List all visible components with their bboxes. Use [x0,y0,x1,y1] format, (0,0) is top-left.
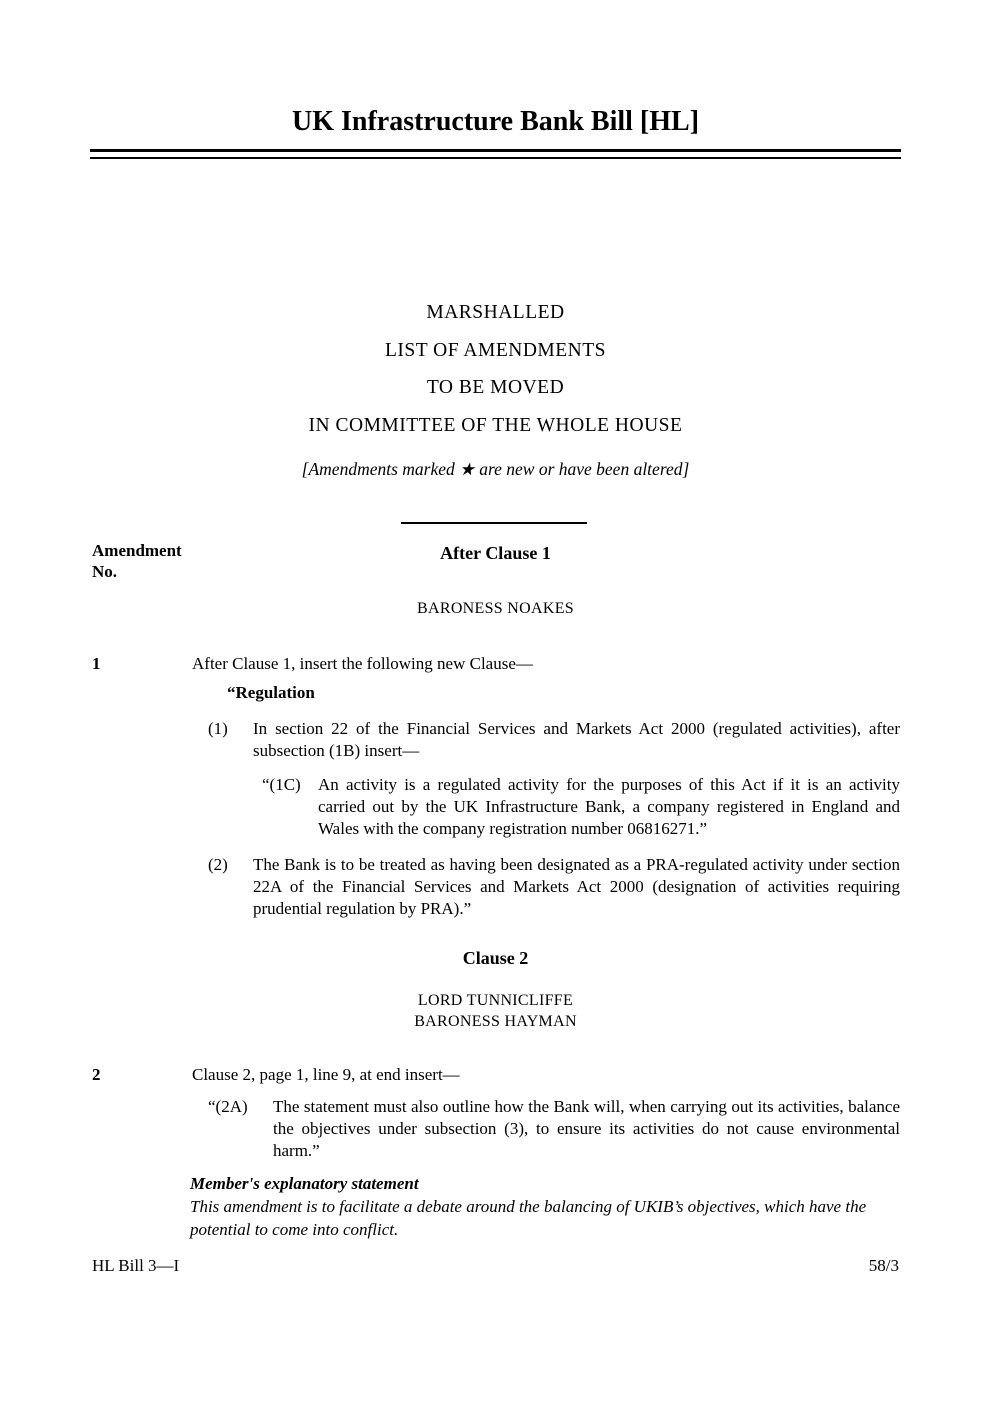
subsection-2-text: The Bank is to be treated as having been designated as a PRA-regulated activity under section 22A of the Financial Services and Markets Act 2000 (designation of activities requiring prudential regulation by PRA).” [253,855,900,918]
sponsor-baroness-noakes: BARONESS NOAKES [417,600,574,617]
sponsors-clause-2 [0,990,991,1032]
sponsor-lord-tunnicliffe: LORD TUNNICLIFFE [417,992,574,1009]
star-notice: [Amendments marked ★ are new or have been altered] [301,459,690,479]
amendment-1-instruction: After Clause 1, insert the following new Clause— [192,654,533,673]
subsection-1-label: (1) [208,719,228,738]
amendment-1-number: 1 [92,654,101,673]
section-heading-clause-2: Clause 2 [462,948,529,968]
session-reference: 58/3 [868,1256,899,1275]
subsection-2a-label: “(2A) [208,1097,248,1116]
heading-line-committee: IN COMMITTEE OF THE WHOLE HOUSE [308,414,683,436]
amendment-2-instruction: Clause 2, page 1, line 9, at end insert— [192,1065,460,1084]
explanatory-statement-text: This amendment is to facilitate a debate around the balancing of UKIB’s objectives, which have the potential to come into conflict. [190,1197,867,1239]
amendment-2-number: 2 [92,1065,101,1084]
section-heading-after-clause-1: After Clause 1 [440,543,551,563]
page-footer [92,1256,899,1276]
title-rule [90,149,901,159]
column-header-line1: Amendment [92,541,182,560]
amendment-2-subsection-2a [208,1096,900,1162]
marshalled-heading [0,303,991,453]
column-header-line2: No. [92,562,118,581]
bill-reference: HL Bill 3—I [92,1256,180,1275]
subsection-1c-text: An activity is a regulated activity for the purposes of this Act if it is an activity carried out by the UK Infrastructure Bank, a company registered in England and Wales with the company registration number 06816271.” [318,775,900,838]
amendment-2-row [92,1064,900,1086]
subsection-2-label: (2) [208,855,228,874]
heading-line-to-be-moved: TO BE MOVED [426,377,565,398]
amendment-1-subsection-1 [208,718,900,762]
heading-line-list-of-amendments: LIST OF AMENDMENTS [385,339,606,361]
subsection-1-text: In section 22 of the Financial Services and Markets Act 2000 (regulated activities), after subsection (1B) insert— [253,719,900,760]
section-divider-rule [401,522,587,524]
explanatory-statement [190,1172,902,1241]
bill-title: UK Infrastructure Bank Bill [HL] [291,106,700,137]
sponsor-baroness-hayman: BARONESS HAYMAN [414,1013,577,1030]
amendment-1-row [92,653,900,675]
explanatory-statement-heading: Member's explanatory statement [190,1174,419,1193]
heading-line-marshalled: MARSHALLED [426,302,565,323]
amendment-1-subsection-1c [262,774,900,840]
subsection-2a-text: The statement must also outline how the Bank will, when carrying out its activities, balance the objectives under subsection (3), to ensure its activities do not cause environmental harm.” [273,1097,900,1160]
amendment-1-subsection-2 [208,854,900,920]
inserted-clause-heading-regulation: “Regulation [227,683,315,702]
subsection-1c-label: “(1C) [262,775,301,794]
